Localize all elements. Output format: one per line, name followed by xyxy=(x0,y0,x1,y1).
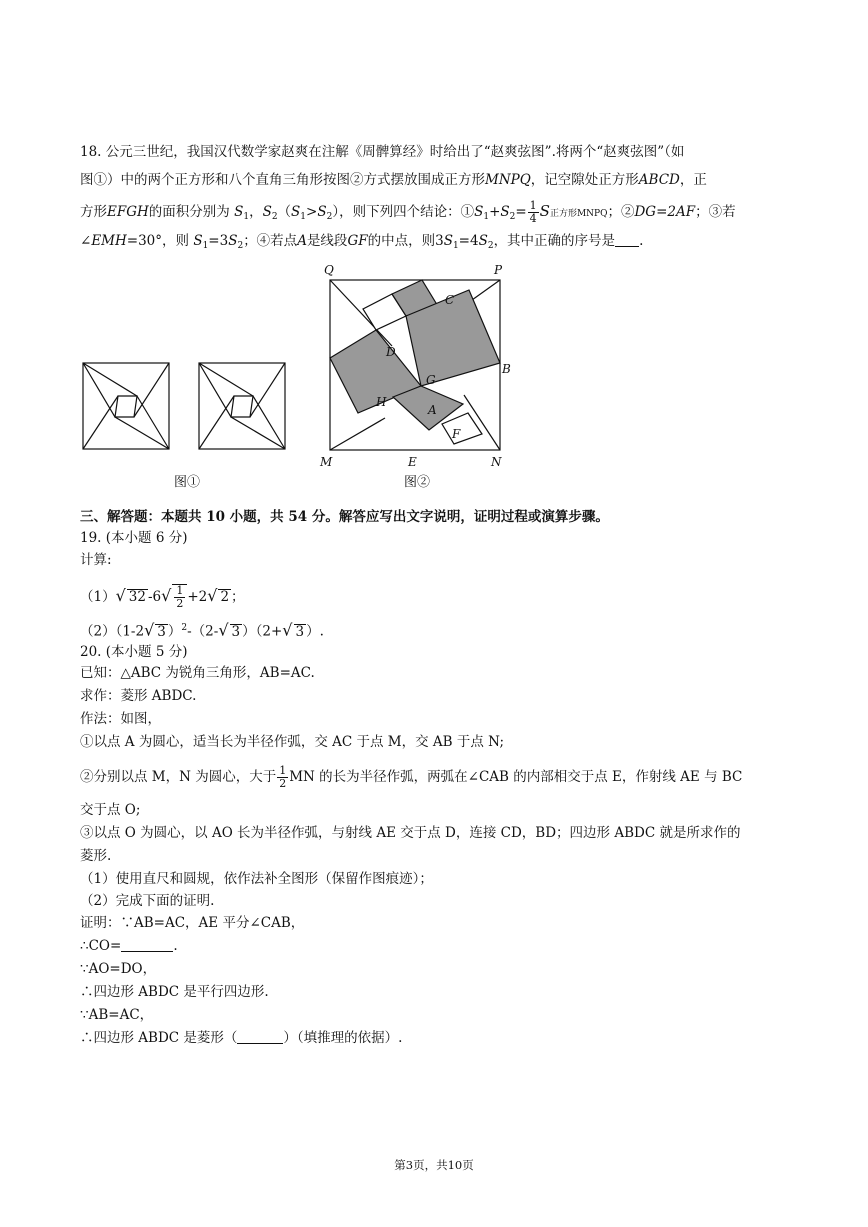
q19-prompt: 计算: xyxy=(80,552,112,568)
q20-method: 作法：如图， xyxy=(80,711,161,727)
q18-line-3: 方形EFGH的面积分别为 $S_1$，$S_2(S_1>S_2)$，则下列四个结论：$①S_1+S_2=$ $\frac{1}{4}$ S正方形MNPQ；②DG=2AF；③若 xyxy=(80,199,736,225)
q20-proof-1: 证明：∵AB=AC，AE 平分∠CAB， xyxy=(80,915,305,931)
q20-heading: 20. (本小题 5 分) xyxy=(80,644,188,660)
label-f: F xyxy=(452,427,461,441)
section-3-heading: 三、解答题：本题共 10 小题，共 54 分。解答应写出文字说明，证明过程或演算步骤。 xyxy=(80,509,609,525)
zhao-shuang-diagram-right xyxy=(198,362,288,452)
q20-step-2-cont: 交于点 O; xyxy=(80,802,141,818)
q20-proof-4: ∴四边形 ABDC 是平行四边形. xyxy=(80,984,269,1000)
q20-proof-2: ∴CO= . xyxy=(80,938,178,954)
zhao-shuang-diagram-left xyxy=(82,362,172,452)
label-a: A xyxy=(428,403,437,417)
label-b: B xyxy=(502,362,511,376)
figure-2-diagram xyxy=(318,258,518,470)
q20-step-3: ③以点 O 为圆心，以 AO 长为半径作弧，与射线 AE 交于点 D，连接 CD，BD；四边形 ABDC 就是所求作的 xyxy=(80,825,741,841)
label-q: Q xyxy=(324,263,334,277)
proof-blank-1 xyxy=(121,951,173,952)
label-h: H xyxy=(376,395,387,409)
q20-step-3-cont: 菱形. xyxy=(80,848,112,864)
q20-task-1: （1）使用直尺和圆规，依作法补全图形（保留作图痕迹）； xyxy=(80,871,433,887)
label-p: P xyxy=(494,263,503,277)
label-g: G xyxy=(426,373,436,387)
q18-line-4: ∠EMH=30°，则 $S_1=3S_2$；④若点A是线段GF的中点，则$3S_1=4S_2$，其中正确的序号是 . xyxy=(80,233,644,251)
q20-required: 求作：菱形 ABDC. xyxy=(80,688,197,704)
q19-part-2: （2）（1-2√ 3 ）$^2$-（2-√ 3 ）（2+√ 3 ）. xyxy=(80,620,324,640)
q20-proof-6: ∴四边形 ABDC 是菱形（ ）（填推理的依据）. xyxy=(80,1030,403,1046)
q20-task-2: （2）完成下面的证明. xyxy=(80,893,215,909)
label-d: D xyxy=(386,345,396,359)
label-n: N xyxy=(491,455,502,469)
q20-step-1: ①以点 A 为圆心，适当长为半径作弧，交 AC 于点 M，交 AB 于点 N; xyxy=(80,734,505,750)
figure-1-caption: 图① xyxy=(174,475,201,490)
page-footer: 第3页，共10页 xyxy=(394,1158,474,1172)
label-c: C xyxy=(445,293,455,307)
q20-known: 已知：△ABC 为锐角三角形，AB=AC. xyxy=(80,665,315,681)
q19-part-1: （1）√ 32 -6√ $\frac{1}{2}$ +2√ 2 ； xyxy=(80,584,245,610)
q18-line-2: 图①）中的两个正方形和八个直角三角形按图②方式摆放围成正方形MNPQ，记空隙处正方形ABCD，正 xyxy=(80,172,707,188)
q18-line-1: 18. 公元三世纪，我国汉代数学家赵爽在注解《周髀算经》时给出了“赵爽弦图”.将两个“赵爽弦图”（如 xyxy=(80,144,685,160)
q20-proof-3: ∵AO=DO， xyxy=(80,961,157,977)
q19-heading: 19. (本小题 6 分) xyxy=(80,530,188,546)
q20-proof-5: ∵AB=AC， xyxy=(80,1007,154,1023)
answer-blank xyxy=(615,246,639,247)
q20-step-2: ②分别以点 M，N 为圆心，大于 $\frac{1}{2}$ MN 的长为半径作弧，两弧在∠CAB 的内部相交于点 E，作射线 AE 与 BC xyxy=(80,764,743,790)
figure-2-caption: 图② xyxy=(404,475,431,490)
label-e: E xyxy=(408,455,417,469)
label-m: M xyxy=(320,455,333,469)
proof-blank-2 xyxy=(237,1043,283,1044)
